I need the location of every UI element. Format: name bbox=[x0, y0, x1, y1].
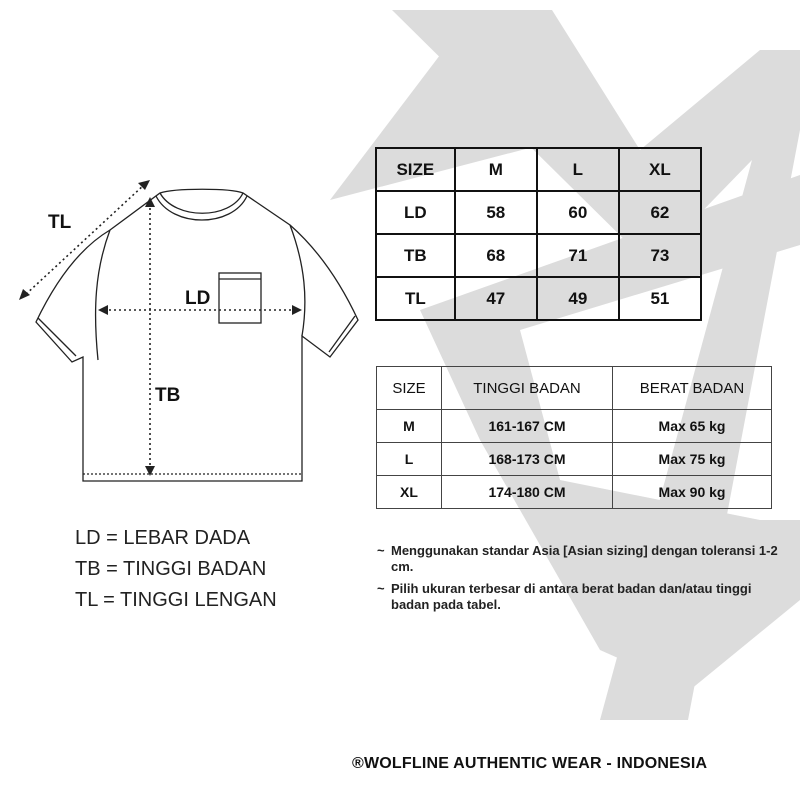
note-text: Menggunakan standar Asia [Asian sizing] dengan toleransi 1-2 cm. bbox=[391, 543, 778, 574]
table-header-row bbox=[376, 148, 701, 191]
table-cell: 58 bbox=[455, 191, 537, 234]
tb-label: TB bbox=[155, 385, 181, 406]
note-text: Pilih ukuran terbesar di antara berat badan dan/atau tinggi badan pada tabel. bbox=[391, 581, 752, 612]
table-cell: TB bbox=[376, 234, 455, 277]
table-row bbox=[376, 191, 701, 234]
sizing-notes bbox=[377, 543, 792, 619]
table-header-cell: SIZE bbox=[377, 367, 442, 410]
table-cell: 168-173 CM bbox=[442, 443, 613, 476]
table-row bbox=[377, 476, 772, 509]
table-header-cell: XL bbox=[619, 148, 701, 191]
table-cell: Max 75 kg bbox=[613, 443, 772, 476]
table-cell: Max 65 kg bbox=[613, 410, 772, 443]
table-cell: 71 bbox=[537, 234, 619, 277]
table-header-cell: BERAT BADAN bbox=[613, 367, 772, 410]
fit-recommendation-table bbox=[376, 366, 772, 509]
abbreviation-legend bbox=[75, 523, 277, 616]
note-item bbox=[377, 581, 792, 613]
ld-label: LD bbox=[185, 288, 211, 309]
table-cell: TL bbox=[376, 277, 455, 320]
table-cell: 62 bbox=[619, 191, 701, 234]
table-cell: XL bbox=[377, 476, 442, 509]
legend-item-tb: TB = TINGGI BADAN bbox=[75, 558, 267, 580]
table-cell: M bbox=[377, 410, 442, 443]
size-measurement-table bbox=[375, 147, 702, 321]
table-cell: Max 90 kg bbox=[613, 476, 772, 509]
table-cell: 73 bbox=[619, 234, 701, 277]
legend-item-tl: TL = TINGGI LENGAN bbox=[75, 589, 277, 611]
brand-footer: ®WOLFLINE AUTHENTIC WEAR - INDONESIA bbox=[352, 755, 708, 772]
table-header-cell: L bbox=[537, 148, 619, 191]
table-row bbox=[376, 277, 701, 320]
table-cell: 174-180 CM bbox=[442, 476, 613, 509]
legend-item-ld: LD = LEBAR DADA bbox=[75, 527, 251, 549]
table-row bbox=[377, 443, 772, 476]
table-row bbox=[377, 410, 772, 443]
table-cell: 161-167 CM bbox=[442, 410, 613, 443]
table-header-cell: TINGGI BADAN bbox=[442, 367, 613, 410]
table-cell: 60 bbox=[537, 191, 619, 234]
note-marker: ~ bbox=[377, 581, 385, 596]
table-cell: 51 bbox=[619, 277, 701, 320]
table-cell: L bbox=[377, 443, 442, 476]
table-cell: 68 bbox=[455, 234, 537, 277]
table-header-cell: M bbox=[455, 148, 537, 191]
note-item bbox=[377, 543, 792, 575]
table-cell: LD bbox=[376, 191, 455, 234]
table-header-cell: SIZE bbox=[376, 148, 455, 191]
table-row bbox=[376, 234, 701, 277]
table-cell: 47 bbox=[455, 277, 537, 320]
tl-label: TL bbox=[48, 212, 72, 233]
note-marker: ~ bbox=[377, 543, 385, 558]
table-cell: 49 bbox=[537, 277, 619, 320]
table-header-row bbox=[377, 367, 772, 410]
